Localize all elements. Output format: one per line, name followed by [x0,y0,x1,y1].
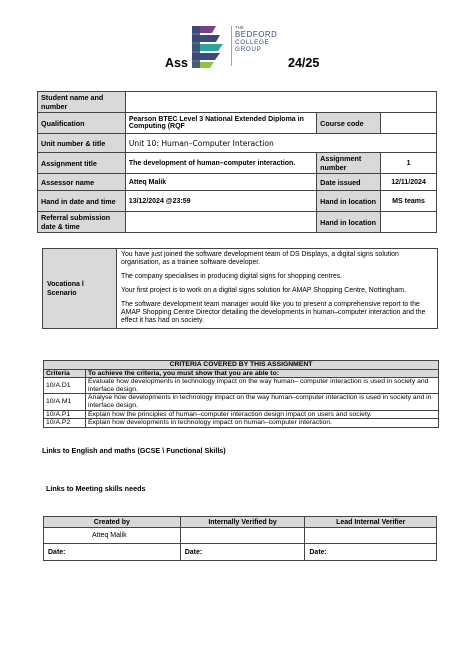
creator-date-label: Date: [44,544,181,561]
criteria-text: Analyse how developments in technology impact on the way human–computer interaction is used in society and in interface design. [86,394,439,410]
lead-iv-name [305,528,437,544]
logo-line-the: THE [235,25,244,30]
criteria-row [44,410,439,419]
referral-value [125,212,316,233]
date-issued-value: 12/11/2024 [381,174,437,191]
verifier-date-label: Date: [180,544,305,561]
logo-wordmark [235,26,277,54]
internally-verified-header: Internally Verified by [180,517,305,528]
criteria-title: CRITERIA COVERED BY THIS ASSIGNMENT [44,361,439,370]
criteria-title-row [44,361,439,370]
row-assessor [38,174,437,191]
criteria-code: 10/A.P2 [44,419,86,428]
scenario-row [43,249,438,329]
scenario-text [117,249,438,329]
creator-name: Atteq Malik [44,528,181,544]
referral-location-value [381,212,437,233]
assessor-value: Atteq Malik [125,174,316,191]
qualification-label: Qualification [38,113,126,134]
assignment-title-value: The development of human–computer interaction. [125,153,316,174]
referral-label: Referral submission date & time [38,212,126,233]
course-code-label: Course code [317,113,381,134]
achieve-col-header: To achieve the criteria, you must show that you are able to: [86,369,439,378]
row-referral [38,212,437,233]
student-name-value [125,92,436,113]
created-by-header: Created by [44,517,181,528]
row-assignment-title [38,153,437,174]
criteria-text: Explain how the principles of human–computer interaction design impact on users and society. [86,410,439,419]
logo-line-group: GROUP [235,46,262,54]
scenario-paragraph: The company specialises in producing digital signs for shopping centres. [121,273,343,280]
row-qualification [38,113,437,134]
criteria-text: Explain how developments in technology impact on human–computer interaction. [86,419,439,428]
logo-divider [231,26,232,66]
vocational-scenario-table [42,248,438,329]
row-unit [38,134,437,153]
hand-in-location-value: MS teams [381,191,437,212]
verifier-name [180,528,305,544]
date-issued-label: Date issued [317,174,381,191]
scenario-paragraph: The software development team manager would like you to present a comprehensive report to the AMAP Shopping Centre Director detailing the developments in human–computer interaction and the effect it has had on society. [121,301,426,324]
referral-location-label: Hand in location [317,212,381,233]
criteria-row [44,394,439,410]
assignment-title-label: Assignment title [38,153,126,174]
student-name-label: Student name and number [38,92,126,113]
links-meeting-skills-heading: Links to Meeting skills needs [46,484,146,493]
lead-iv-date-label: Date: [305,544,437,561]
scenario-paragraph: Your first project is to work on a digital signs solution for AMAP Shopping Centre, Nottingham. [121,287,406,294]
signoff-name-row [44,528,437,544]
criteria-header-row [44,369,439,378]
logo-line-bedford: BEDFORD [235,30,278,40]
signoff-date-row [44,544,437,561]
criteria-col-header: Criteria [44,369,86,378]
scenario-label: Vocationa l Scenario [43,249,117,329]
qualification-value: Pearson BTEC Level 3 National Extended Diploma in Computing (RQF [125,113,316,134]
criteria-text: Evaluate how developments in technology impact on the way human– computer interaction is used in society and interface design. [86,378,439,394]
criteria-row [44,419,439,428]
hand-in-location-label: Hand in location [317,191,381,212]
college-logo-mark-icon [190,24,226,70]
hand-in-value: 13/12/2024 @23:59 [125,191,316,212]
header-ass-text: Ass [165,56,188,70]
criteria-table [43,360,439,428]
row-student-name [38,92,437,113]
signoff-header-row [44,517,437,528]
logo-line-college: COLLEGE [235,39,270,46]
unit-label: Unit number & title [38,134,126,153]
links-english-maths-heading: Links to English and maths (GCSE \ Functional Skills) [42,446,226,455]
assignment-info-table [37,91,437,233]
course-code-value [381,113,437,134]
assessor-label: Assessor name [38,174,126,191]
criteria-code: 10/A.D1 [44,378,86,394]
college-logo [190,24,276,72]
criteria-row [44,378,439,394]
assignment-number-value: 1 [381,153,437,174]
signoff-table [43,516,437,561]
row-hand-in [38,191,437,212]
criteria-code: 10/A.M1 [44,394,86,410]
academic-year: 24/25 [288,56,320,70]
hand-in-label: Hand in date and time [38,191,126,212]
lead-iv-header: Lead Internal Verifier [305,517,437,528]
scenario-paragraph: You have just joined the software development team of DS Displays, a digital signs solution organisation, as a trainee software developer. [121,251,399,266]
assignment-number-label: Assignment number [317,153,381,174]
unit-value: Unit 10: Human–Computer Interaction [125,134,436,153]
criteria-code: 10/A.P1 [44,410,86,419]
